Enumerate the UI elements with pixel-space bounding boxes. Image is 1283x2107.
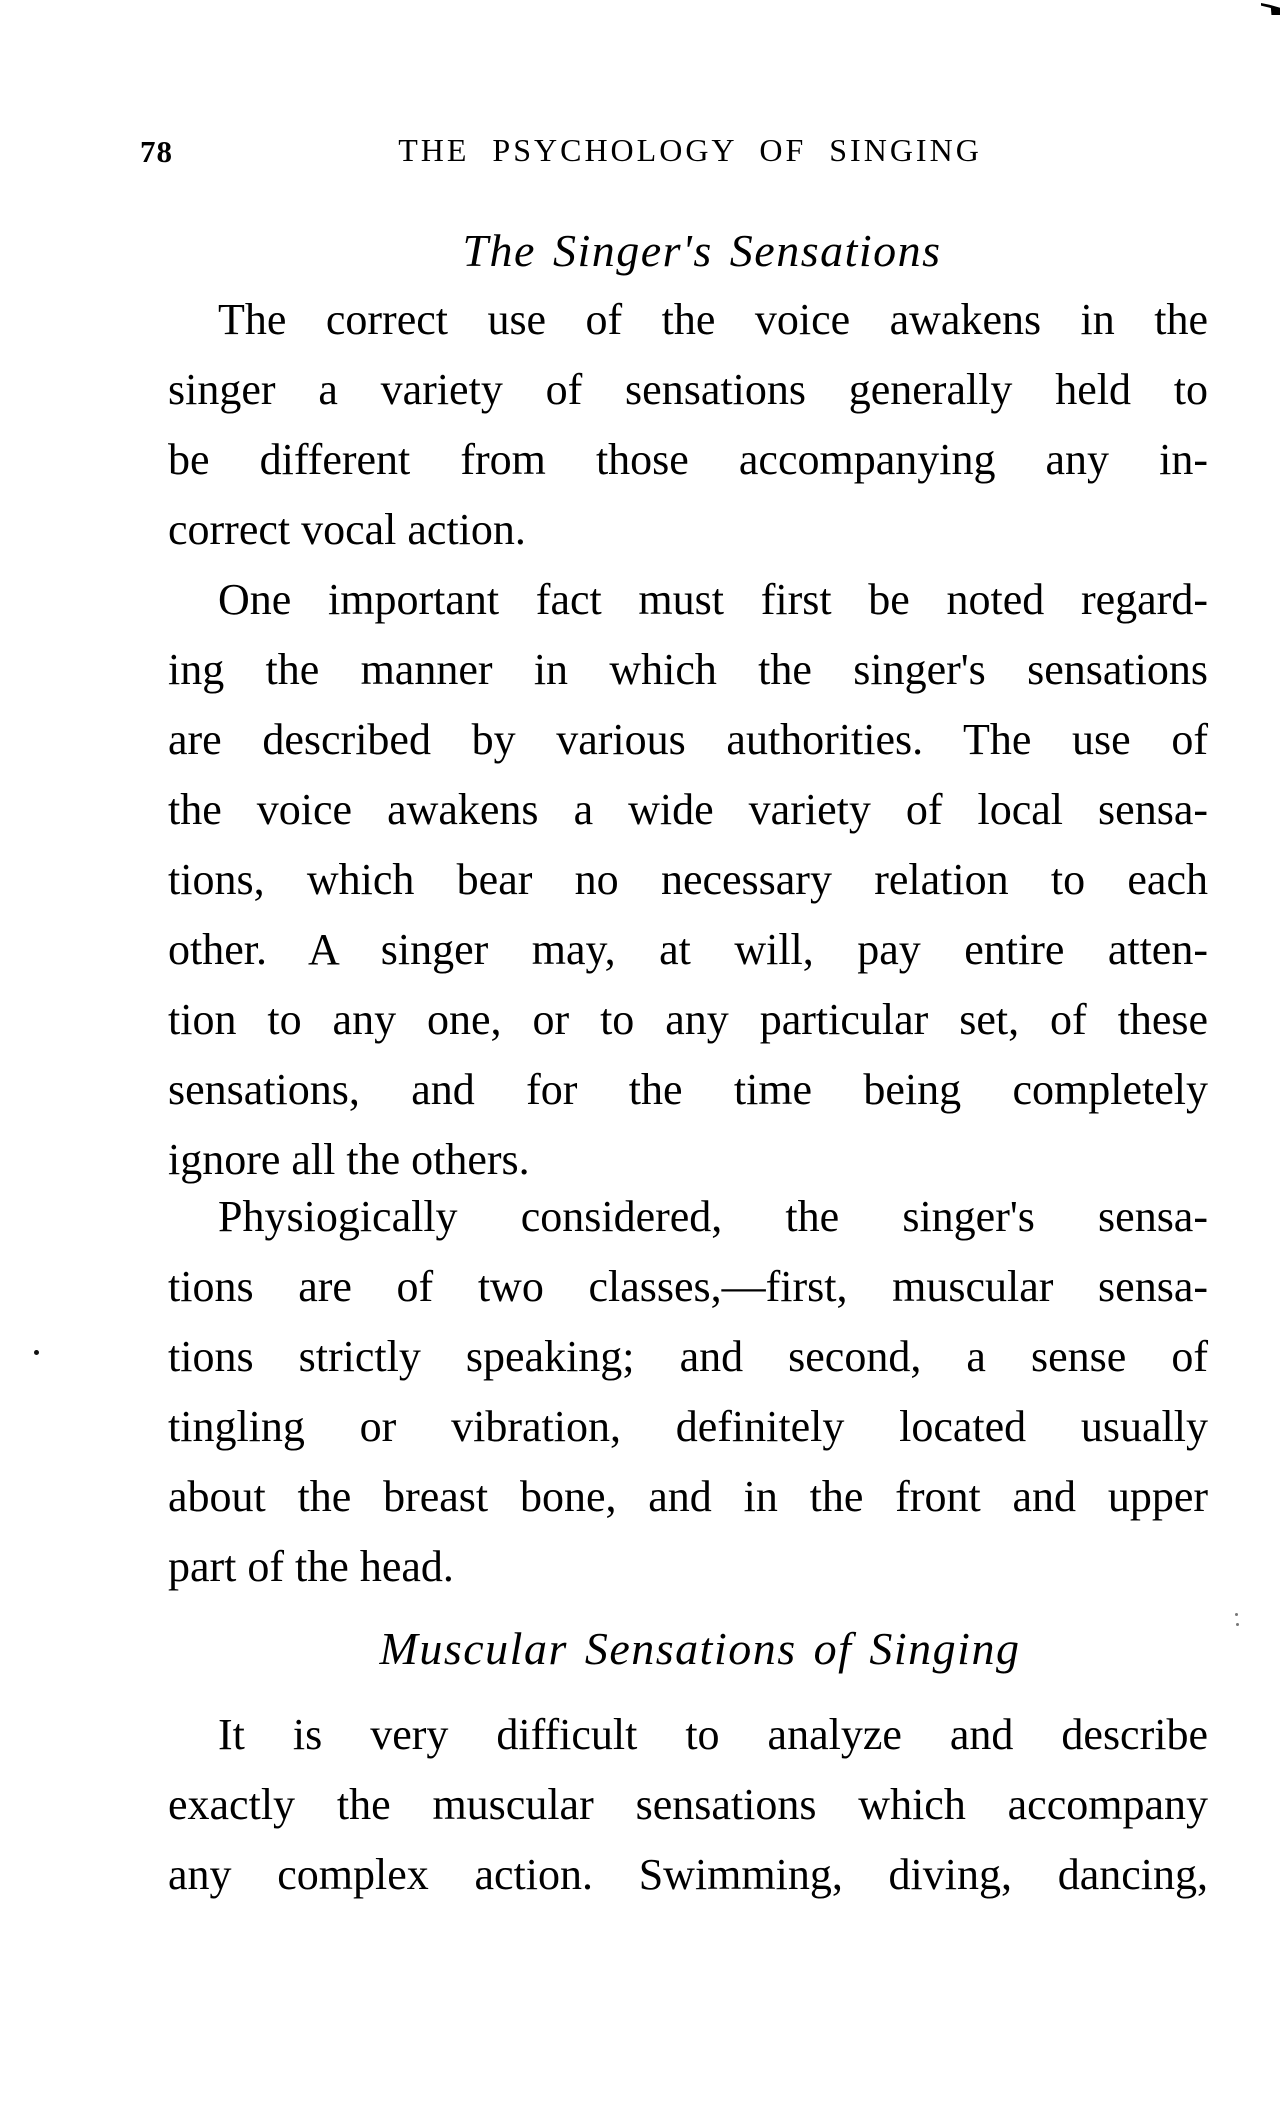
text-line: tingling or vibration, definitely located usually	[168, 1402, 1208, 1451]
section-heading-muscular-sensations: Muscular Sensations of Singing	[379, 1623, 1021, 1674]
scan-speck-icon	[1261, 3, 1280, 15]
text-line: correct vocal action.	[168, 505, 526, 554]
text-line: tions are of two classes,—first, muscular sensa-	[168, 1262, 1208, 1311]
text-line: tions strictly speaking; and second, a sense of	[168, 1332, 1208, 1381]
paragraph	[168, 1700, 1208, 1910]
text-line: are described by various authorities. The use of	[168, 715, 1208, 764]
text-line: It is very difficult to analyze and describe	[218, 1710, 1208, 1759]
running-header: THE PSYCHOLOGY OF SINGING	[398, 132, 982, 168]
text-line: part of the head.	[168, 1542, 454, 1591]
text-line: singer a variety of sensations generally held to	[168, 365, 1208, 414]
text-line: sensations, and for the time being completely	[168, 1065, 1208, 1114]
paragraph	[168, 285, 1208, 565]
text-line: Physiogically considered, the singer's sensa-	[218, 1192, 1208, 1241]
text-line: One important fact must first be noted regard-	[218, 575, 1208, 624]
paragraph	[168, 1182, 1208, 1602]
text-line: the voice awakens a wide variety of local sensa-	[168, 785, 1208, 834]
text-line: tions, which bear no necessary relation to each	[168, 855, 1208, 904]
text-line: about the breast bone, and in the front and upper	[168, 1472, 1208, 1521]
text-line: The correct use of the voice awakens in the	[218, 295, 1208, 344]
text-line: exactly the muscular sensations which accompany	[168, 1780, 1208, 1829]
scan-speck-icon	[34, 1350, 39, 1355]
text-line: ignore all the others.	[168, 1135, 530, 1184]
scan-speck-icon	[1235, 1613, 1239, 1629]
paragraph	[168, 565, 1208, 1195]
text-line: other. A singer may, at will, pay entire atten-	[168, 925, 1208, 974]
text-line: any complex action. Swimming, diving, dancing,	[168, 1850, 1208, 1899]
text-line: ing the manner in which the singer's sensations	[168, 645, 1208, 694]
text-line: tion to any one, or to any particular set, of these	[168, 995, 1208, 1044]
section-heading-singers-sensations: The Singer's Sensations	[462, 225, 942, 276]
page-number: 78	[140, 134, 173, 169]
text-line: be different from those accompanying any in-	[168, 435, 1208, 484]
